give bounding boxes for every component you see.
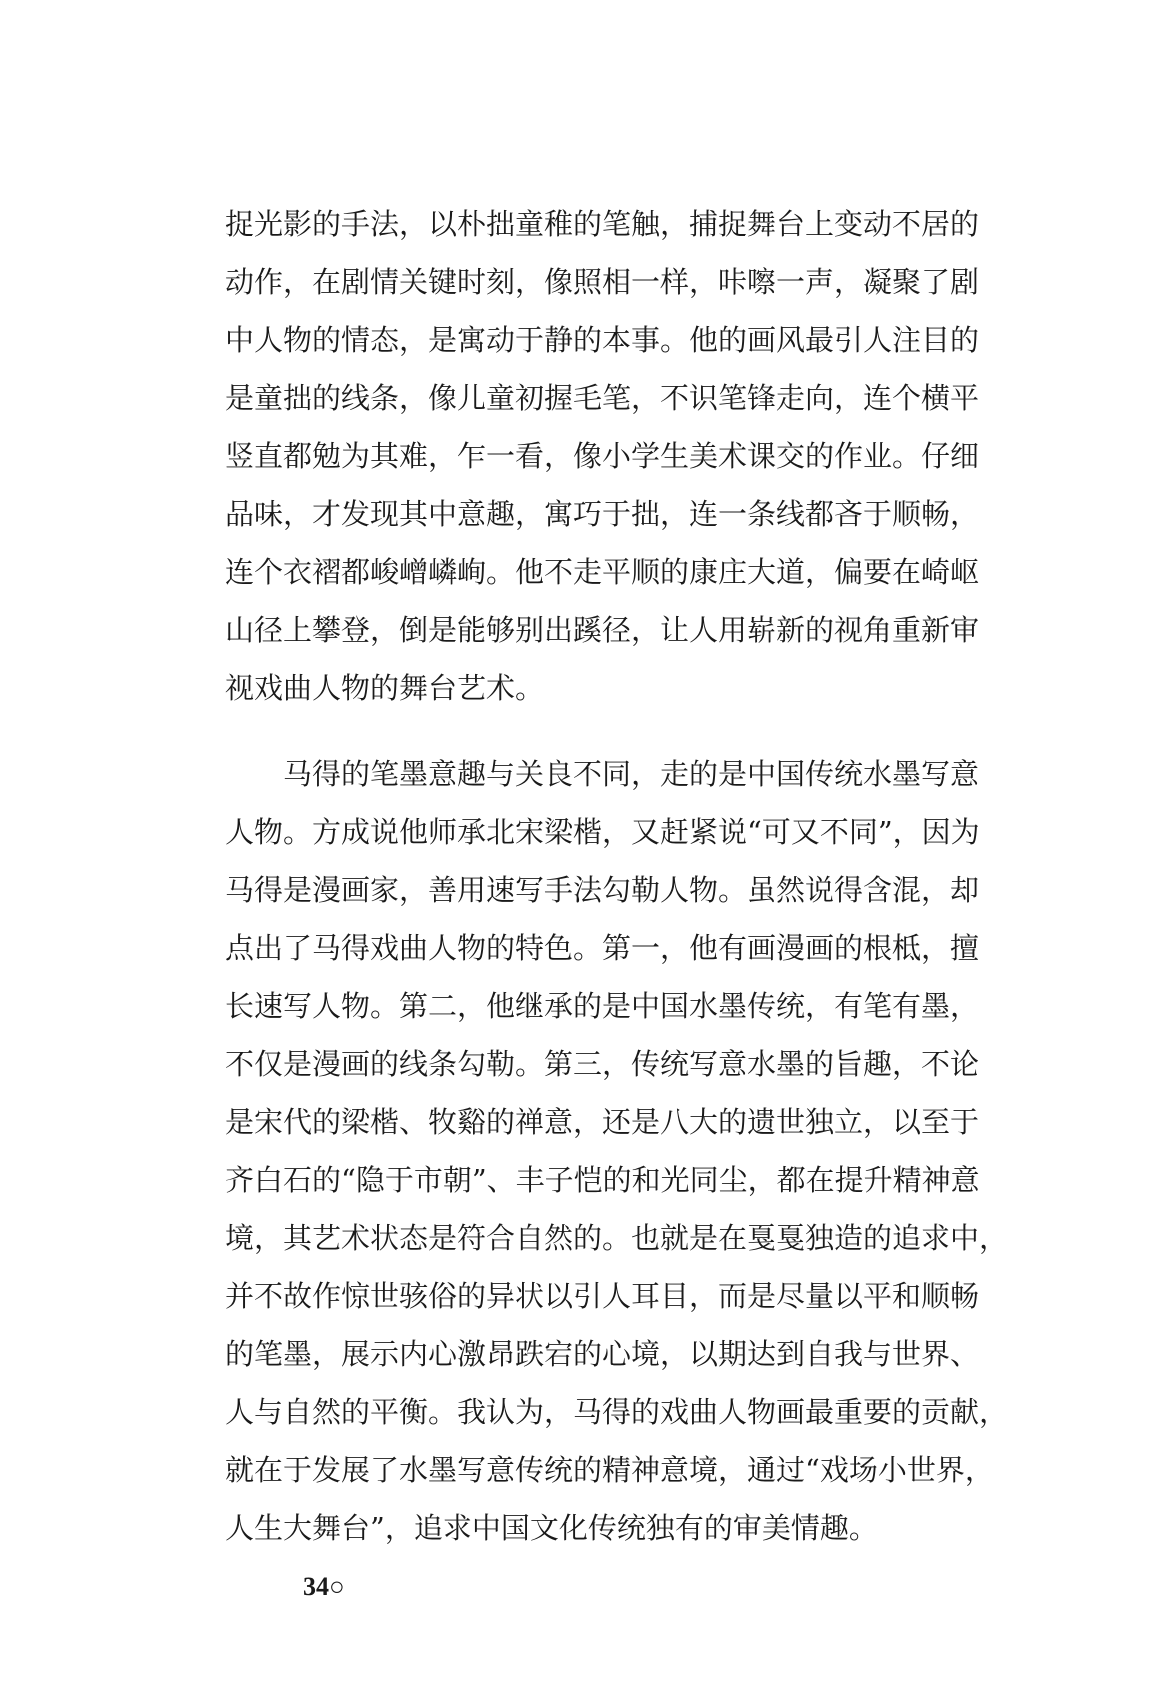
text-line: 视戏曲人物的舞台艺术。 xyxy=(225,671,545,705)
text-line: 不仅是漫画的线条勾勒。第三，传统写意水墨的旨趣，不论 xyxy=(225,1047,980,1081)
text-line: 点出了马得戏曲人物的特色。第一，他有画漫画的根柢，擅 xyxy=(225,931,980,965)
text-line: 山径上攀登，倒是能够别出蹊径，让人用崭新的视角重新审 xyxy=(225,613,980,647)
text-line: 捉光影的手法，以朴拙童稚的笔触，捕捉舞台上变动不居的 xyxy=(225,207,980,241)
paragraph-2 xyxy=(225,745,1009,1557)
body-text xyxy=(225,195,1009,1557)
text-line: 动作，在剧情关键时刻，像照相一样，咔嚓一声，凝聚了剧 xyxy=(225,265,980,299)
text-line: 人生大舞台”，追求中国文化传统独有的审美情趣。 xyxy=(225,1511,878,1545)
text-line: 并不故作惊世骇俗的异状以引人耳目，而是尽量以平和顺畅 xyxy=(225,1279,980,1313)
text-line: 是宋代的梁楷、牧谿的禅意，还是八大的遗世独立，以至于 xyxy=(225,1105,980,1139)
text-line: 竖直都勉为其难，乍一看，像小学生美术课交的作业。仔细 xyxy=(225,439,980,473)
text-line: 马得的笔墨意趣与关良不同，走的是中国传统水墨写意 xyxy=(283,757,980,791)
text-line: 就在于发展了水墨写意传统的精神意境，通过“戏场小世界， xyxy=(225,1453,994,1487)
text-line: 人物。方成说他师承北宋梁楷，又赶紧说“可又不同”，因为 xyxy=(225,815,980,849)
text-line: 中人物的情态，是寓动于静的本事。他的画风最引人注目的 xyxy=(225,323,980,357)
paragraph-1 xyxy=(225,195,980,717)
text-line: 长速写人物。第二，他继承的是中国水墨传统，有笔有墨， xyxy=(225,989,980,1023)
text-line: 品味，才发现其中意趣，寓巧于拙，连一条线都吝于顺畅， xyxy=(225,497,980,531)
page-number: 34○ xyxy=(303,1572,345,1601)
text-line: 人与自然的平衡。我认为，马得的戏曲人物画最重要的贡献， xyxy=(225,1395,1009,1429)
text-line: 齐白石的“隐于市朝”、丰子恺的和光同尘，都在提升精神意 xyxy=(225,1163,980,1197)
text-line: 连个衣褶都峻嶒嶙峋。他不走平顺的康庄大道，偏要在崎岖 xyxy=(225,555,980,589)
text-line: 的笔墨，展示内心激昂跌宕的心境，以期达到自我与世界、 xyxy=(225,1337,980,1371)
paragraph-gap xyxy=(225,717,945,745)
text-line: 境，其艺术状态是符合自然的。也就是在戛戛独造的追求中， xyxy=(225,1221,1009,1255)
text-line: 马得是漫画家，善用速写手法勾勒人物。虽然说得含混，却 xyxy=(225,873,980,907)
text-line: 是童拙的线条，像儿童初握毛笔，不识笔锋走向，连个横平 xyxy=(225,381,980,415)
